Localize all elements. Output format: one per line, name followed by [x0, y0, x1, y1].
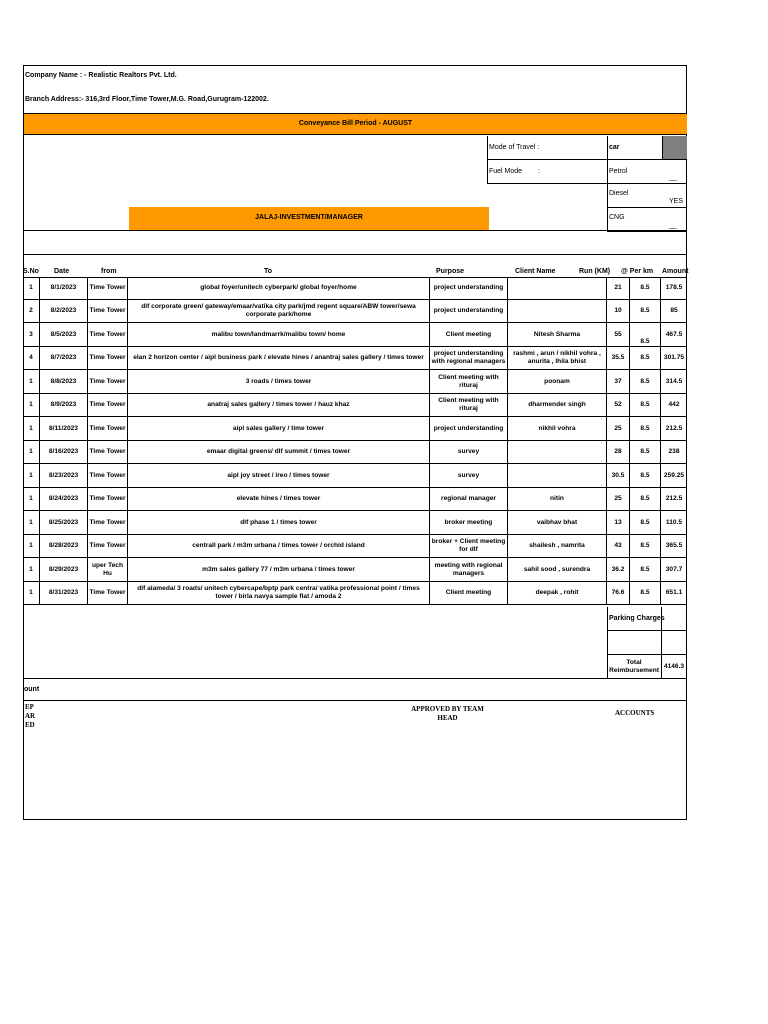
header-amount: Amount: [662, 268, 689, 275]
cell-client: nitin: [507, 488, 606, 511]
cell-sno: 1: [23, 370, 39, 394]
branch-address: Branch Address:- 316,3rd Floor,Time Tower,M.G. Road,Gurugram-122002.: [25, 96, 269, 103]
prepared-line-3: ED: [25, 721, 35, 729]
cell-date: 8/23/2023: [39, 464, 87, 488]
cell-sno: 1: [23, 511, 39, 535]
cell-sno: 4: [23, 347, 39, 370]
cell-amount: 651.1: [660, 582, 687, 605]
summary-section: [23, 607, 687, 679]
employee-bar: [129, 207, 489, 230]
cell-rate: 8.5: [629, 300, 660, 323]
cell-from: uper Tech Hu: [87, 558, 127, 582]
cell-rate: 8.5: [629, 535, 660, 558]
cell-rate: 8.5: [629, 370, 660, 394]
cell-rate: 8.5: [629, 441, 660, 464]
mode-of-travel-value: car: [609, 144, 620, 151]
cell-to: aipl joy street / ireo / times tower: [127, 464, 429, 488]
cell-run: 35.5: [606, 347, 629, 370]
cell-from: Time Tower: [87, 582, 127, 605]
cell-purpose: Client meeting: [429, 582, 507, 605]
cell-client: [507, 300, 606, 323]
petrol-value: __: [669, 174, 677, 181]
cell-run: 10: [606, 300, 629, 323]
cell-purpose: Client meeting: [429, 323, 507, 347]
petrol-label: Petrol: [609, 168, 628, 175]
cng-label: CNG: [609, 214, 625, 221]
cell-client: vaibhav bhat: [507, 511, 606, 535]
amount-label: ount: [24, 686, 40, 693]
cell-to: global foyer/unitech cyberpark/ global foyer/home: [127, 277, 429, 300]
cell-date: 8/16/2023: [39, 441, 87, 464]
table-row: [23, 347, 687, 370]
table-row: [23, 558, 687, 582]
cell-purpose: Client meeting with rituraj: [429, 394, 507, 417]
cell-amount: 442: [660, 394, 687, 417]
cell-client: [507, 441, 606, 464]
cell-sno: 1: [23, 394, 39, 417]
cell-amount: 212.5: [660, 488, 687, 511]
cell-rate: 8.5: [629, 323, 660, 347]
diesel-value: YES: [669, 198, 684, 205]
cell-to: dlf alameda/ 3 roads/ unitech cybercape/bptp park centra/ vatika professional point / times tower / birla navya sample flat / amoda 2: [127, 582, 429, 605]
cell-from: Time Tower: [87, 535, 127, 558]
fuel-mode-colon: :: [538, 168, 540, 175]
cell-sno: 1: [23, 488, 39, 511]
header-sno: S.No: [23, 268, 39, 275]
cell-run: 30.5: [606, 464, 629, 488]
cell-amount: 110.5: [660, 511, 687, 535]
cell-rate: 8.5: [629, 488, 660, 511]
cell-sno: 1: [23, 582, 39, 605]
cell-to: anatraj sales gallery / times tower / hauz khaz: [127, 394, 429, 417]
cell-purpose: broker + Client meeting for dlf: [429, 535, 507, 558]
accounts-label: ACCOUNTS: [615, 709, 655, 717]
cell-purpose: Client meeting with rituraj: [429, 370, 507, 394]
total-reimbursement-value: 4146.3: [663, 663, 685, 670]
table-row: [23, 323, 687, 347]
cell-from: Time Tower: [87, 277, 127, 300]
cell-client: Nitesh Sharma: [507, 323, 606, 347]
header-rate: @ Per km: [621, 268, 654, 275]
cell-to: emaar digital greens/ dlf summit / times tower: [127, 441, 429, 464]
cell-run: 36.2: [606, 558, 629, 582]
cell-date: 8/11/2023: [39, 417, 87, 441]
cell-to: elan 2 horizon center / aipl business park / elevate hines / anantraj sales gallery / times tower: [127, 347, 429, 370]
header-run-km: Run (KM): [579, 268, 611, 275]
cell-run: 76.6: [606, 582, 629, 605]
bill-period-bar: [24, 113, 687, 135]
header-purpose: Purpose: [436, 268, 465, 275]
cell-client: nikhil vohra: [507, 417, 606, 441]
cell-amount: 178.5: [660, 277, 687, 300]
company-name: Company Name : - Realistic Realtors Pvt. Ltd.: [25, 72, 177, 79]
cell-sno: 1: [23, 417, 39, 441]
employee-name: JALAJ-INVESTMENT/MANAGER: [255, 214, 363, 221]
cell-amount: 467.5: [660, 323, 687, 347]
cell-purpose: project understanding: [429, 300, 507, 323]
table-row: [23, 511, 687, 535]
expense-table: [23, 277, 687, 608]
total-reimbursement-label: Total Reimbursement: [609, 659, 659, 674]
table-row: [23, 277, 687, 300]
approved-by-team-head: APPROVED BY TEAM HEAD: [411, 705, 484, 722]
cell-amount: 307.7: [660, 558, 687, 582]
cell-client: deepak , rohit: [507, 582, 606, 605]
cell-rate: 8.5: [629, 394, 660, 417]
cell-from: Time Tower: [87, 511, 127, 535]
cell-run: 55: [606, 323, 629, 347]
prepared-line-1: EP: [25, 703, 34, 711]
cell-to: centrall park / m3m urbana / times tower / orchid island: [127, 535, 429, 558]
cell-date: 8/9/2023: [39, 394, 87, 417]
cell-sno: 2: [23, 300, 39, 323]
cell-run: 13: [606, 511, 629, 535]
table-row: [23, 394, 687, 417]
cell-sno: 1: [23, 277, 39, 300]
table-row: [23, 488, 687, 511]
cell-to: malibu town/landmarrk/malibu town/ home: [127, 323, 429, 347]
cell-purpose: project understanding: [429, 417, 507, 441]
cell-from: Time Tower: [87, 323, 127, 347]
header-client-name: Client Name: [515, 268, 556, 275]
header-to: To: [264, 268, 273, 275]
cell-date: 8/31/2023: [39, 582, 87, 605]
prepared-line-2: AR: [25, 712, 36, 720]
cell-sno: 1: [23, 558, 39, 582]
mode-gray-cell: [662, 136, 687, 160]
table-row: [23, 464, 687, 488]
cell-sno: 1: [23, 464, 39, 488]
table-row: [23, 441, 687, 464]
cell-amount: 314.5: [660, 370, 687, 394]
cell-client: poonam: [507, 370, 606, 394]
cell-from: Time Tower: [87, 370, 127, 394]
cell-rate: 8.5: [629, 511, 660, 535]
cell-purpose: project understanding with regional managers: [429, 347, 507, 370]
mode-of-travel-label: Mode of Travel :: [489, 144, 540, 151]
cell-rate: 8.5: [629, 347, 660, 370]
header-from: from: [101, 268, 117, 275]
cell-purpose: survey: [429, 441, 507, 464]
cell-client: [507, 464, 606, 488]
cell-date: 8/28/2023: [39, 535, 87, 558]
cell-date: 8/24/2023: [39, 488, 87, 511]
cell-sno: 3: [23, 323, 39, 347]
cell-client: shailesh , namrita: [507, 535, 606, 558]
cell-run: 37: [606, 370, 629, 394]
cell-rate: 8.5: [629, 558, 660, 582]
cell-purpose: survey: [429, 464, 507, 488]
cell-to: m3m sales gallery 77 / m3m urbana / times tower: [127, 558, 429, 582]
cell-run: 25: [606, 488, 629, 511]
cell-sno: 1: [23, 535, 39, 558]
table-row: [23, 535, 687, 558]
cell-run: 25: [606, 417, 629, 441]
cell-date: 8/7/2023: [39, 347, 87, 370]
cng-value: __: [669, 222, 677, 229]
bill-period-title: Conveyance Bill Period - AUGUST: [298, 120, 413, 127]
cell-to: dlf corporate green/ gateway/emaar/vatika city park/jmd regent square/ABW tower/sewa corporate park/home: [127, 300, 429, 323]
cell-date: 8/8/2023: [39, 370, 87, 394]
cell-amount: 85: [660, 300, 687, 323]
cell-date: 8/29/2023: [39, 558, 87, 582]
cell-from: Time Tower: [87, 417, 127, 441]
cell-from: Time Tower: [87, 347, 127, 370]
cell-amount: 301.75: [660, 347, 687, 370]
cell-date: 8/5/2023: [39, 323, 87, 347]
cell-to: dlf phase 1 / times tower: [127, 511, 429, 535]
cell-from: Time Tower: [87, 464, 127, 488]
cell-purpose: regional manager: [429, 488, 507, 511]
cell-date: 8/1/2023: [39, 277, 87, 300]
cell-amount: 238: [660, 441, 687, 464]
table-row: [23, 582, 687, 605]
cell-client: [507, 277, 606, 300]
cell-rate: 8.5: [629, 582, 660, 605]
cell-amount: 259.25: [660, 464, 687, 488]
cell-rate: 8.5: [629, 464, 660, 488]
cell-client: sahil sood , surendra: [507, 558, 606, 582]
cell-from: Time Tower: [87, 300, 127, 323]
cell-run: 52: [606, 394, 629, 417]
cell-to: 3 roads / times tower: [127, 370, 429, 394]
cell-date: 8/2/2023: [39, 300, 87, 323]
cell-purpose: broker meeting: [429, 511, 507, 535]
table-row: [23, 417, 687, 441]
diesel-label: Diesel: [609, 190, 629, 197]
cell-run: 21: [606, 277, 629, 300]
cell-amount: 212.5: [660, 417, 687, 441]
cell-rate: 8.5: [629, 277, 660, 300]
fuel-mode-label: Fuel Mode: [489, 168, 523, 175]
header-date: Date: [54, 268, 70, 275]
prepared-by: [25, 703, 35, 730]
cell-amount: 365.5: [660, 535, 687, 558]
cell-client: dharmender singh: [507, 394, 606, 417]
cell-date: 8/25/2023: [39, 511, 87, 535]
cell-run: 28: [606, 441, 629, 464]
cell-purpose: project understanding: [429, 277, 507, 300]
cell-client: rashmi , arun / nikhil vohra , anurita , lhila bhist: [507, 347, 606, 370]
cell-purpose: meeting with regional managers: [429, 558, 507, 582]
parking-charges-label: Parking Charges: [609, 615, 665, 622]
cell-from: Time Tower: [87, 394, 127, 417]
cell-from: Time Tower: [87, 441, 127, 464]
cell-run: 43: [606, 535, 629, 558]
cell-to: aipl sales gallery / time tower: [127, 417, 429, 441]
table-row: [23, 370, 687, 394]
cell-rate: 8.5: [629, 417, 660, 441]
cell-to: elevate hines / times tower: [127, 488, 429, 511]
cell-sno: 1: [23, 441, 39, 464]
table-row: [23, 300, 687, 323]
travel-info-box: [487, 136, 687, 232]
cell-from: Time Tower: [87, 488, 127, 511]
